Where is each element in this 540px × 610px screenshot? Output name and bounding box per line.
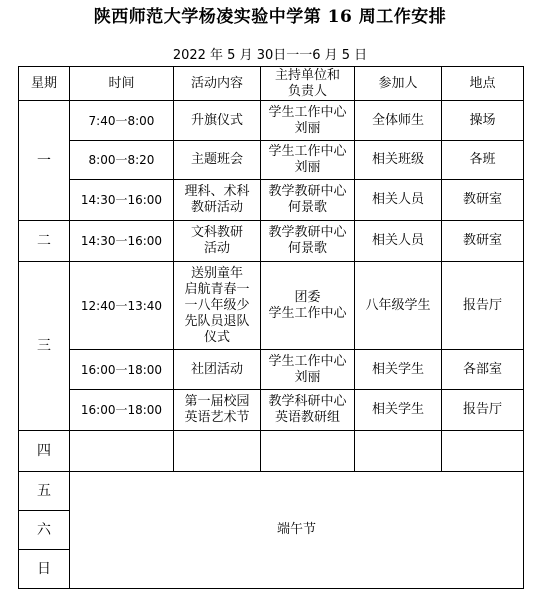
host-cell: 教学科研中心 英语教研组 (261, 390, 355, 431)
host-cell: 教学教研中心 何景歌 (261, 221, 355, 262)
participants-cell: 全体师生 (355, 101, 442, 141)
header-day: 星期 (19, 67, 70, 101)
table-row (19, 221, 524, 262)
header-host-line1: 主持单位和 (274, 67, 340, 83)
day-cell-friday: 五 (19, 472, 70, 511)
participants-cell: 相关人员 (355, 221, 442, 262)
activity-cell: 文科教研 活动 (174, 221, 261, 262)
schedule-table (18, 66, 524, 589)
day-cell-saturday: 六 (19, 511, 70, 550)
location-cell: 教研室 (442, 221, 524, 262)
activity-cell: 第一届校园 英语艺术节 (174, 390, 261, 431)
holiday-cell: 端午节 (70, 472, 524, 589)
activity-cell: 社团活动 (174, 350, 261, 390)
header-activity: 活动内容 (174, 67, 261, 101)
activity-cell: 理科、术科 教研活动 (174, 180, 261, 221)
header-host-line2: 负责人 (287, 83, 327, 99)
location-cell: 各部室 (442, 350, 524, 390)
header-row (19, 67, 524, 101)
table-row (19, 141, 524, 180)
location-cell: 教研室 (442, 180, 524, 221)
day-cell-thursday: 四 (19, 431, 70, 472)
empty-cell (174, 431, 261, 472)
host-cell: 学生工作中心 刘丽 (261, 141, 355, 180)
host-cell: 学生工作中心 刘丽 (261, 101, 355, 141)
header-participants: 参加人 (355, 67, 442, 101)
time-cell: 16:00一18:00 (70, 390, 174, 431)
day-cell-monday: 一 (19, 101, 70, 221)
location-cell: 报告厅 (442, 390, 524, 431)
time-cell: 14:30一16:00 (70, 221, 174, 262)
table-row (19, 180, 524, 221)
activity-cell: 升旗仪式 (174, 101, 261, 141)
participants-cell: 相关学生 (355, 350, 442, 390)
day-cell-sunday: 日 (19, 550, 70, 589)
host-cell: 团委 学生工作中心 (261, 262, 355, 350)
host-cell: 教学教研中心 何景歌 (261, 180, 355, 221)
location-cell: 操场 (442, 101, 524, 141)
date-range: 2022 年 5 月 30日一一6 月 5 日 (172, 48, 368, 63)
participants-cell: 相关学生 (355, 390, 442, 431)
table-row (19, 431, 524, 472)
time-cell: 16:00一18:00 (70, 350, 174, 390)
table-row (19, 472, 524, 511)
time-cell: 8:00一8:20 (70, 141, 174, 180)
page-title: 陕西师范大学杨凌实验中学第 16 周工作安排 (93, 7, 447, 27)
empty-cell (70, 431, 174, 472)
day-cell-tuesday: 二 (19, 221, 70, 262)
participants-cell: 八年级学生 (355, 262, 442, 350)
participants-cell: 相关班级 (355, 141, 442, 180)
table-row (19, 390, 524, 431)
time-cell: 12:40一13:40 (70, 262, 174, 350)
day-cell-wednesday: 三 (19, 262, 70, 431)
location-cell: 各班 (442, 141, 524, 180)
location-cell: 报告厅 (442, 262, 524, 350)
table-row (19, 101, 524, 141)
table-row (19, 350, 524, 390)
participants-cell: 相关人员 (355, 180, 442, 221)
header-location: 地点 (442, 67, 524, 101)
header-time: 时间 (70, 67, 174, 101)
empty-cell (261, 431, 355, 472)
empty-cell (355, 431, 442, 472)
header-host (261, 67, 355, 101)
empty-cell (442, 431, 524, 472)
time-cell: 7:40一8:00 (70, 101, 174, 141)
activity-cell: 送别童年 启航青春一 一八年级少 先队员退队 仪式 (174, 262, 261, 350)
time-cell: 14:30一16:00 (70, 180, 174, 221)
host-cell: 学生工作中心 刘丽 (261, 350, 355, 390)
table-row (19, 262, 524, 350)
activity-cell: 主题班会 (174, 141, 261, 180)
